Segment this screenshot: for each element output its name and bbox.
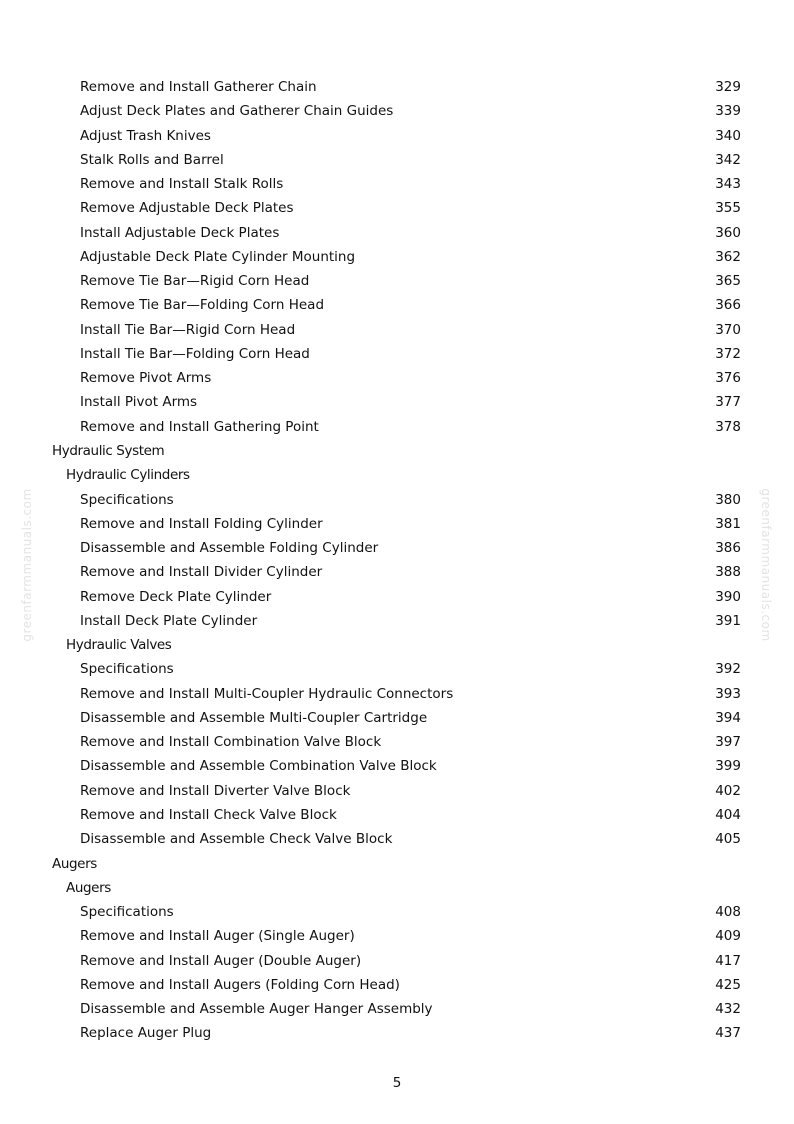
toc-entry-title: Remove and Install Divider Cylinder	[80, 564, 323, 581]
toc-entry-page: 391	[715, 612, 741, 629]
toc-entry[interactable]	[0, 536, 794, 560]
toc-entry[interactable]	[0, 342, 794, 366]
toc-entry-title: Stalk Rolls and Barrel	[80, 151, 224, 168]
toc-entry[interactable]	[0, 488, 794, 512]
toc-entry[interactable]	[0, 390, 794, 414]
toc-entry-title: Install Adjustable Deck Plates	[80, 224, 280, 241]
toc-entry-page: 362	[715, 248, 741, 265]
toc-entry[interactable]	[0, 924, 794, 948]
toc-entry[interactable]	[0, 245, 794, 269]
toc-entry[interactable]	[0, 827, 794, 851]
toc-entry-title: Specifications	[80, 661, 174, 678]
toc-entry-page: 437	[715, 1025, 741, 1042]
toc-entry-title: Hydraulic Valves	[66, 637, 172, 654]
toc-entry-title: Hydraulic Cylinders	[66, 467, 190, 484]
toc-entry-title: Remove and Install Gathering Point	[80, 418, 319, 435]
toc-entry-page: 404	[715, 806, 741, 823]
toc-entry-page: 381	[715, 515, 741, 532]
toc-entry-page: 402	[715, 782, 741, 799]
toc-entry[interactable]	[0, 366, 794, 390]
toc-entry-title: Specifications	[80, 904, 174, 921]
toc-entry-page: 372	[715, 345, 741, 362]
toc-entry-page: 388	[715, 564, 741, 581]
toc-entry-page: 366	[715, 297, 741, 314]
toc-entry[interactable]	[0, 730, 794, 754]
toc-entry[interactable]	[0, 973, 794, 997]
toc-entry[interactable]	[0, 196, 794, 220]
toc-entry-page: 408	[715, 904, 741, 921]
toc-entry-page: 339	[715, 103, 741, 120]
toc-entry[interactable]	[0, 609, 794, 633]
toc-entry-title: Specifications	[80, 491, 174, 508]
toc-entry-title: Replace Auger Plug	[80, 1025, 212, 1042]
toc-entry-page: 343	[715, 176, 741, 193]
toc-entry-page: 365	[715, 273, 741, 290]
toc-entry-page: 355	[715, 200, 741, 217]
toc-entry-page: 432	[715, 1001, 741, 1018]
toc-entry-page: 386	[715, 540, 741, 557]
toc-entry[interactable]	[0, 75, 794, 99]
watermark-left: greenfarmmanuals.com	[20, 488, 34, 642]
toc-entry-page: 390	[715, 588, 741, 605]
toc-entry-page: 360	[715, 224, 741, 241]
toc-entry[interactable]	[0, 779, 794, 803]
toc-entry-title: Disassemble and Assemble Multi-Coupler Cartridge	[80, 709, 428, 726]
toc-entry-title: Remove and Install Stalk Rolls	[80, 176, 284, 193]
toc-entry-title: Disassemble and Assemble Check Valve Block	[80, 831, 393, 848]
toc-entry-page: 417	[715, 952, 741, 969]
toc-subsection-heading[interactable]	[0, 876, 794, 900]
toc-entry-title: Install Tie Bar—Folding Corn Head	[80, 345, 310, 362]
toc-entry[interactable]	[0, 706, 794, 730]
toc-entry[interactable]	[0, 754, 794, 778]
toc-entry-page: 380	[715, 491, 741, 508]
toc-entry-title: Remove Adjustable Deck Plates	[80, 200, 294, 217]
toc-entry-title: Adjustable Deck Plate Cylinder Mounting	[80, 248, 356, 265]
toc-section-heading[interactable]	[0, 439, 794, 463]
toc-entry[interactable]	[0, 657, 794, 681]
toc-entry-title: Disassemble and Assemble Combination Valve Block	[80, 758, 437, 775]
toc-entry[interactable]	[0, 269, 794, 293]
toc-entry[interactable]	[0, 803, 794, 827]
toc-entry[interactable]	[0, 293, 794, 317]
toc-entry-page: 425	[715, 976, 741, 993]
toc-entry-title: Remove Pivot Arms	[80, 370, 212, 387]
toc-entry-page: 409	[715, 928, 741, 945]
toc-entry[interactable]	[0, 172, 794, 196]
toc-entry-page: 378	[715, 418, 741, 435]
toc-entry-page: 397	[715, 734, 741, 751]
toc-entry[interactable]	[0, 682, 794, 706]
toc-entry-title: Remove Deck Plate Cylinder	[80, 588, 272, 605]
toc-entry[interactable]	[0, 221, 794, 245]
toc-entry-title: Remove and Install Folding Cylinder	[80, 515, 323, 532]
toc-entry-title: Remove Tie Bar—Folding Corn Head	[80, 297, 325, 314]
toc-entry-title: Install Deck Plate Cylinder	[80, 612, 258, 629]
toc-entry-title: Remove and Install Combination Valve Block	[80, 734, 382, 751]
toc-entry-title: Disassemble and Assemble Auger Hanger Assembly	[80, 1001, 433, 1018]
toc-entry[interactable]	[0, 1021, 794, 1045]
toc-entry-title: Remove and Install Check Valve Block	[80, 806, 337, 823]
toc-entry[interactable]	[0, 900, 794, 924]
toc-entry-page: 376	[715, 370, 741, 387]
toc-entry-title: Adjust Trash Knives	[80, 127, 211, 144]
toc-entry-page: 394	[715, 709, 741, 726]
toc-entry[interactable]	[0, 560, 794, 584]
toc-entry-page: 405	[715, 831, 741, 848]
toc-entry-page: 377	[715, 394, 741, 411]
toc-entry[interactable]	[0, 124, 794, 148]
toc-section-heading[interactable]	[0, 852, 794, 876]
toc-entry[interactable]	[0, 949, 794, 973]
toc-entry-title: Install Tie Bar—Rigid Corn Head	[80, 321, 296, 338]
toc-entry-title: Augers	[66, 879, 111, 896]
toc-entry-title: Remove and Install Auger (Double Auger)	[80, 952, 362, 969]
toc-entry[interactable]	[0, 512, 794, 536]
toc-entry-page: 329	[715, 79, 741, 95]
toc-entry-title: Disassemble and Assemble Folding Cylinder	[80, 540, 379, 557]
toc-entry[interactable]	[0, 148, 794, 172]
toc-subsection-heading[interactable]	[0, 463, 794, 487]
toc-entry-title: Hydraulic System	[52, 442, 165, 459]
toc-entry-title: Remove and Install Multi-Coupler Hydraulic Connectors	[80, 685, 454, 702]
toc-entry[interactable]	[0, 318, 794, 342]
toc-entry-page: 340	[715, 127, 741, 144]
toc-entry-page: 392	[715, 661, 741, 678]
toc-subsection-heading[interactable]	[0, 633, 794, 657]
toc-entry-page: 342	[715, 151, 741, 168]
toc-entry-title: Remove and Install Augers (Folding Corn Head)	[80, 976, 400, 993]
toc-entry-title: Augers	[52, 855, 97, 872]
toc-entry-title: Adjust Deck Plates and Gatherer Chain Guides	[80, 103, 394, 120]
toc-entry[interactable]	[0, 415, 794, 439]
toc-entry[interactable]	[0, 997, 794, 1021]
toc-entry-title: Install Pivot Arms	[80, 394, 198, 411]
toc-entry-page: 399	[715, 758, 741, 775]
toc-entry-page: 370	[715, 321, 741, 338]
watermark-right: greenfarmmanuals.com	[759, 488, 773, 642]
table-of-contents	[0, 75, 794, 1046]
toc-entry[interactable]	[0, 99, 794, 123]
toc-entry-title: Remove and Install Auger (Single Auger)	[80, 928, 355, 945]
toc-entry-title: Remove and Install Gatherer Chain	[80, 79, 317, 95]
toc-entry-title: Remove Tie Bar—Rigid Corn Head	[80, 273, 310, 290]
toc-entry-page: 393	[715, 685, 741, 702]
toc-entry-title: Remove and Install Diverter Valve Block	[80, 782, 351, 799]
toc-entry[interactable]	[0, 585, 794, 609]
page-number: 5	[392, 1075, 402, 1091]
